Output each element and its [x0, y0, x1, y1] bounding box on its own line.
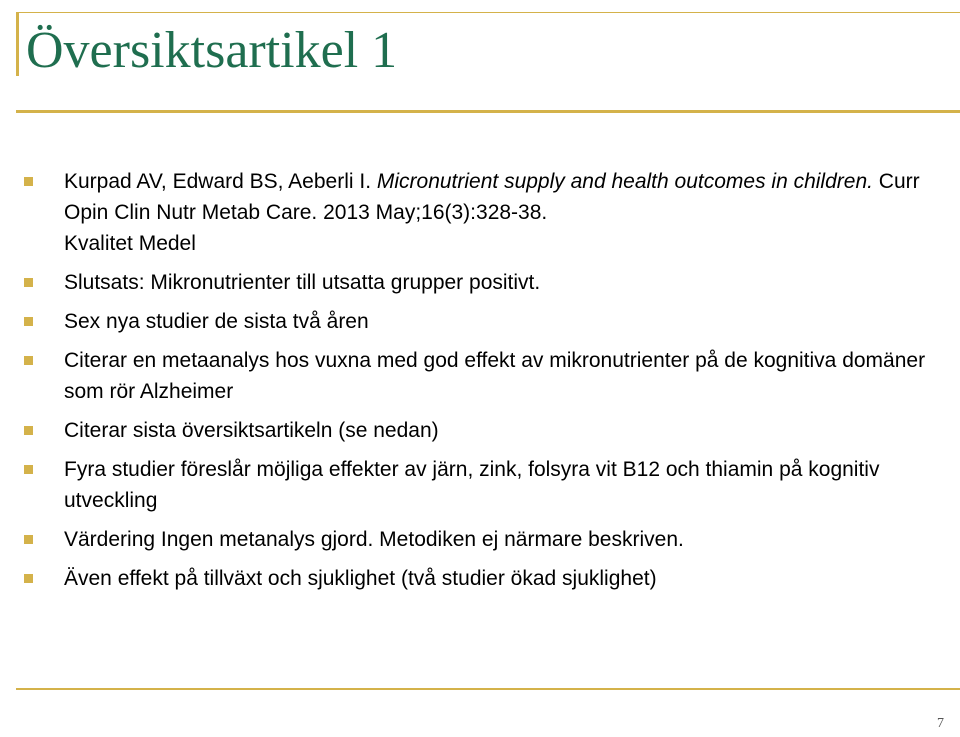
- slide-title: Översiktsartikel 1: [26, 22, 398, 79]
- reference-text: [64, 166, 944, 259]
- bullet-text: Fyra studier föreslår möjliga effekter av järn, zink, folsyra vit B12 och thiamin på kognitiv utveckling: [64, 458, 880, 512]
- decorative-top-rule: [16, 12, 960, 13]
- reference-journal: Curr Opin Clin Nutr Metab Care. 2013 May;16(3):328-38.: [64, 170, 920, 224]
- reference-authors: Kurpad AV, Edward BS, Aeberli I.: [64, 170, 377, 193]
- bullet-item-four-studies: [24, 454, 944, 516]
- bullet-text: Slutsats: Mikronutrienter till utsatta grupper positivt.: [64, 271, 541, 294]
- square-bullet-icon: [24, 535, 33, 544]
- square-bullet-icon: [24, 278, 33, 287]
- bullet-item-reference: [24, 166, 944, 259]
- square-bullet-icon: [24, 465, 33, 474]
- bullet-item-growth-effect: [24, 563, 944, 594]
- square-bullet-icon: [24, 356, 33, 365]
- bullet-text: Citerar en metaanalys hos vuxna med god effekt av mikronutrienter på de kognitiva domäner som rör Alzheimer: [64, 349, 926, 403]
- square-bullet-icon: [24, 574, 33, 583]
- bullet-list: [24, 166, 944, 602]
- bullet-text: Även effekt på tillväxt och sjuklighet (två studier ökad sjuklighet): [64, 567, 657, 590]
- bullet-item-last-review: [24, 415, 944, 446]
- reference-quality: Kvalitet Medel: [64, 232, 196, 255]
- reference-article-title: Micronutrient supply and health outcomes in children.: [376, 170, 873, 193]
- bullet-item-conclusion: [24, 267, 944, 298]
- bullet-item-new-studies: [24, 306, 944, 337]
- bullet-text: Citerar sista översiktsartikeln (se nedan): [64, 419, 439, 442]
- square-bullet-icon: [24, 177, 33, 186]
- square-bullet-icon: [24, 317, 33, 326]
- bullet-item-meta-analysis: [24, 345, 944, 407]
- footer-divider: [16, 688, 960, 690]
- square-bullet-icon: [24, 426, 33, 435]
- bullet-item-assessment: [24, 524, 944, 555]
- page-number: 7: [937, 716, 944, 731]
- decorative-left-rule: [16, 12, 19, 76]
- title-divider: [16, 110, 960, 113]
- bullet-text: Värdering Ingen metanalys gjord. Metodiken ej närmare beskriven.: [64, 528, 684, 551]
- bullet-text: Sex nya studier de sista två åren: [64, 310, 369, 333]
